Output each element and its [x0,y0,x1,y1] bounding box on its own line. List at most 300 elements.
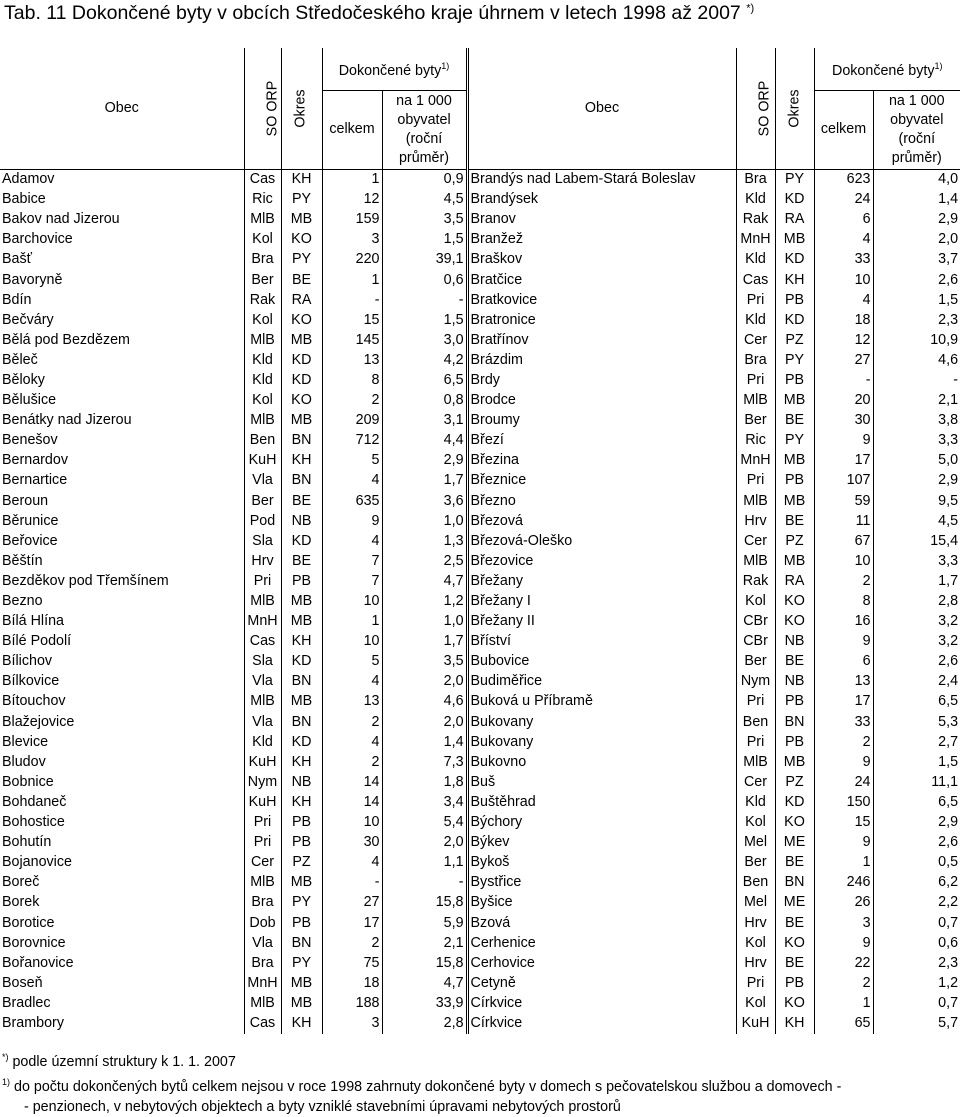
cell-right-so-orp: MlB [736,491,775,511]
cell-right-celkem: 12 [814,330,873,350]
cell-right-na1000: 2,2 [938,894,959,911]
cell-left-na1000: 6,5 [443,371,464,388]
cell-left-obec: Bernardov [0,451,244,471]
cell-right-obec: Bříství [467,632,736,652]
cell-right-obec: Církvice [467,993,736,1013]
cell-right-so-orp: MnH [736,230,775,250]
cell-right-na1000: 2,9 [938,211,959,228]
cell-right-celkem: 2 [814,732,873,752]
cell-right-so-orp: Cer [736,531,775,551]
cell-left-na1000: 1,7 [443,472,464,489]
cell-left-na1000: 1,7 [443,633,464,650]
data-table [0,48,960,1034]
cell-left-na1000: - [458,291,464,308]
cell-right-obec: Broumy [467,411,736,431]
table-row [0,853,960,873]
cell-left-celkem: 159 [322,210,382,230]
cell-left-obec: Adamov [0,170,244,190]
cell-right-celkem: 30 [814,411,873,431]
cell-right-celkem: 9 [814,752,873,772]
cell-right-obec: Buková u Příbramě [467,692,736,712]
table-row [0,973,960,993]
cell-left-okres: KH [281,451,322,471]
cell-left-na1000: 1,0 [443,613,464,630]
cell-right-na1000: 2,9 [938,814,959,831]
cell-left-celkem: 10 [322,591,382,611]
cell-right-na1000: 2,9 [938,472,959,489]
cell-right-so-orp: Kld [736,190,775,210]
cell-left-na1000: 7,3 [443,753,464,770]
cell-left-so-orp: MlB [244,411,281,431]
cell-left-obec: Beřovice [0,531,244,551]
cell-right-celkem: 150 [814,792,873,812]
cell-left-celkem: - [322,873,382,893]
cell-right-na1000: 2,6 [938,653,959,670]
cell-left-celkem: 4 [322,471,382,491]
cell-right-na1000: 2,3 [938,311,959,328]
cell-right-so-orp: Bra [736,350,775,370]
cell-right-na1000: 0,7 [938,914,959,931]
header-na1000: na 1 000 obyvatel (roční průměr) [396,92,452,166]
cell-right-na1000: 4,0 [938,171,959,188]
cell-left-obec: Bílkovice [0,672,244,692]
cell-right-okres: ME [775,833,814,853]
cell-left-so-orp: Pri [244,571,281,591]
cell-left-obec: Bernartice [0,471,244,491]
cell-right-na1000: 6,5 [938,693,959,710]
cell-right-celkem: 24 [814,772,873,792]
cell-right-obec: Býkev [467,833,736,853]
cell-left-obec: Běštín [0,551,244,571]
cell-right-so-orp: Ber [736,411,775,431]
cell-left-na1000: 1,8 [443,773,464,790]
cell-right-na1000: 3,2 [938,613,959,630]
cell-left-na1000: 1,4 [443,733,464,750]
cell-left-na1000: 4,7 [443,572,464,589]
cell-left-obec: Bílé Podolí [0,632,244,652]
cell-left-celkem: 7 [322,571,382,591]
cell-left-so-orp: Rak [244,290,281,310]
cell-left-celkem: - [322,290,382,310]
cell-right-okres: PB [775,290,814,310]
cell-right-na1000: 3,3 [938,432,959,449]
table-row [0,531,960,551]
cell-right-so-orp: Kol [736,813,775,833]
cell-right-celkem: 67 [814,531,873,551]
cell-left-na1000: 2,5 [443,552,464,569]
cell-right-obec: Cerhenice [467,933,736,953]
cell-left-okres: MB [281,612,322,632]
cell-right-so-orp: MlB [736,551,775,571]
cell-right-na1000: 1,5 [938,753,959,770]
cell-left-na1000: 1,0 [443,512,464,529]
table-row [0,230,960,250]
cell-left-so-orp: Kld [244,732,281,752]
cell-right-obec: Břežany [467,571,736,591]
table-row [0,290,960,310]
cell-left-okres: KH [281,752,322,772]
cell-left-na1000: 33,9 [435,994,464,1011]
cell-left-obec: Bludov [0,752,244,772]
cell-left-so-orp: MnH [244,612,281,632]
cell-right-okres: PB [775,692,814,712]
cell-right-obec: Bratronice [467,310,736,330]
cell-right-okres: BE [775,411,814,431]
table-row [0,391,960,411]
cell-right-celkem: 9 [814,933,873,953]
cell-right-na1000: 3,8 [938,412,959,429]
footnote-2-cont: - penzionech, v nebytových objektech a byty vzniklé stavebními úpravami nebytových prostorů [24,1098,621,1115]
cell-right-so-orp: Kld [736,250,775,270]
header-so-orp: SO ORP [244,48,281,169]
table-row [0,370,960,390]
cell-right-okres: MB [775,451,814,471]
table-row [0,612,960,632]
cell-left-okres: KD [281,350,322,370]
cell-right-celkem: 59 [814,491,873,511]
cell-right-na1000: 1,2 [938,974,959,991]
table-row [0,913,960,933]
cell-left-so-orp: Dob [244,913,281,933]
cell-left-celkem: 13 [322,350,382,370]
cell-left-okres: PY [281,190,322,210]
cell-right-celkem: 246 [814,873,873,893]
cell-left-celkem: 4 [322,732,382,752]
cell-right-okres: BE [775,652,814,672]
cell-left-celkem: 14 [322,792,382,812]
cell-left-okres: BN [281,712,322,732]
cell-right-so-orp: Hrv [736,913,775,933]
cell-left-na1000: 4,5 [443,191,464,208]
cell-right-obec: Brandýs nad Labem-Stará Boleslav [467,170,736,190]
cell-left-so-orp: Kol [244,230,281,250]
cell-left-celkem: 635 [322,491,382,511]
cell-right-so-orp: Pri [736,370,775,390]
cell-left-okres: KD [281,732,322,752]
header-dokoncene-2: Dokončené byty$^{1)}$ [814,48,960,90]
cell-right-so-orp: MlB [736,752,775,772]
cell-left-so-orp: Kld [244,370,281,390]
cell-right-obec: Břežany I [467,591,736,611]
cell-right-so-orp: Ric [736,431,775,451]
table-row [0,833,960,853]
cell-right-so-orp: Bra [736,170,775,190]
cell-right-celkem: 16 [814,612,873,632]
cell-right-obec: Býchory [467,813,736,833]
cell-left-na1000: 39,1 [435,251,464,268]
cell-right-so-orp: Hrv [736,953,775,973]
cell-left-celkem: 15 [322,310,382,330]
cell-right-so-orp: Cer [736,772,775,792]
cell-left-na1000: 2,8 [443,1014,464,1031]
table-row [0,652,960,672]
header-obec-2: Obec [467,48,736,169]
header-row-1 [0,48,960,90]
cell-left-obec: Bečváry [0,310,244,330]
cell-left-celkem: 17 [322,913,382,933]
cell-left-okres: MB [281,330,322,350]
cell-left-celkem: 3 [322,1013,382,1033]
cell-left-okres: BE [281,270,322,290]
cell-left-okres: BN [281,672,322,692]
cell-right-obec: Budiměřice [467,672,736,692]
cell-right-so-orp: Cer [736,330,775,350]
cell-left-okres: PY [281,893,322,913]
cell-left-celkem: 18 [322,973,382,993]
cell-right-celkem: 2 [814,571,873,591]
cell-right-obec: Církvice [467,1013,736,1033]
table-row [0,933,960,953]
cell-right-na1000: 3,7 [938,251,959,268]
cell-right-obec: Branžež [467,230,736,250]
cell-left-na1000: 4,6 [443,693,464,710]
cell-left-na1000: 5,9 [443,914,464,931]
cell-right-obec: Brandýsek [467,190,736,210]
cell-right-na1000: 3,2 [938,633,959,650]
cell-left-celkem: 9 [322,511,382,531]
cell-left-obec: Beroun [0,491,244,511]
cell-left-na1000: 4,7 [443,974,464,991]
cell-left-so-orp: Pod [244,511,281,531]
cell-right-na1000: 2,3 [938,954,959,971]
cell-left-so-orp: Ben [244,431,281,451]
cell-right-okres: BE [775,953,814,973]
cell-left-celkem: 2 [322,933,382,953]
cell-right-obec: Bystřice [467,873,736,893]
header-so-orp-2: SO ORP [736,48,775,169]
cell-right-so-orp: CBr [736,632,775,652]
cell-left-okres: MB [281,873,322,893]
cell-right-so-orp: Pri [736,973,775,993]
cell-right-na1000: 15,4 [930,532,959,549]
cell-right-celkem: 26 [814,893,873,913]
cell-left-celkem: 27 [322,893,382,913]
cell-right-okres: KO [775,993,814,1013]
cell-left-okres: PB [281,833,322,853]
cell-left-celkem: 10 [322,813,382,833]
cell-right-so-orp: Kol [736,933,775,953]
cell-left-okres: RA [281,290,322,310]
cell-left-so-orp: MlB [244,330,281,350]
table-row [0,350,960,370]
cell-left-obec: Borek [0,893,244,913]
cell-right-so-orp: Rak [736,571,775,591]
table-row [0,270,960,290]
cell-right-obec: Branov [467,210,736,230]
cell-left-so-orp: Sla [244,652,281,672]
header-na1000-2: na 1 000 obyvatel (roční průměr) [888,92,945,166]
cell-left-celkem: 4 [322,531,382,551]
cell-left-obec: Bezno [0,591,244,611]
cell-left-celkem: 8 [322,370,382,390]
cell-left-obec: Bělá pod Bezdězem [0,330,244,350]
cell-right-celkem: 1 [814,853,873,873]
cell-right-okres: BE [775,853,814,873]
cell-right-okres: RA [775,210,814,230]
cell-right-okres: KO [775,612,814,632]
cell-left-okres: BE [281,551,322,571]
cell-right-obec: Březová [467,511,736,531]
cell-right-na1000: 0,7 [938,994,959,1011]
cell-right-na1000: 6,5 [938,793,959,810]
cell-right-obec: Březno [467,491,736,511]
cell-right-na1000: 1,7 [938,572,959,589]
cell-right-na1000: 2,4 [938,673,959,690]
cell-right-na1000: 4,5 [938,512,959,529]
cell-right-celkem: 623 [814,170,873,190]
cell-left-celkem: 1 [322,612,382,632]
cell-right-na1000: - [953,371,959,388]
cell-right-celkem: 9 [814,431,873,451]
table-row [0,692,960,712]
cell-right-okres: MB [775,752,814,772]
cell-left-so-orp: MlB [244,210,281,230]
cell-right-okres: BN [775,712,814,732]
table-row [0,210,960,230]
header-okres-2: Okres [775,48,814,169]
cell-right-so-orp: Hrv [736,511,775,531]
cell-right-celkem: 13 [814,672,873,692]
cell-left-okres: BN [281,431,322,451]
cell-right-okres: PB [775,732,814,752]
cell-right-so-orp: Mel [736,833,775,853]
cell-left-na1000: 3,0 [443,331,464,348]
cell-right-obec: Bratřínov [467,330,736,350]
cell-right-celkem: 6 [814,210,873,230]
table-row [0,752,960,772]
table-body [0,170,960,1034]
cell-right-celkem: 15 [814,813,873,833]
cell-right-celkem: 24 [814,190,873,210]
cell-right-so-orp: KuH [736,1013,775,1033]
cell-right-celkem: 27 [814,350,873,370]
cell-left-so-orp: Cas [244,1013,281,1033]
cell-right-okres: PB [775,370,814,390]
table-row [0,451,960,471]
table-row [0,632,960,652]
cell-left-obec: Bítouchov [0,692,244,712]
cell-right-so-orp: MnH [736,451,775,471]
header-dokoncene: Dokončené byty$^{1)}$ [322,48,467,90]
cell-left-so-orp: Ber [244,270,281,290]
cell-left-okres: MB [281,591,322,611]
cell-left-na1000: 5,4 [443,814,464,831]
cell-left-obec: Babice [0,190,244,210]
cell-right-so-orp: MlB [736,391,775,411]
cell-left-celkem: 1 [322,270,382,290]
cell-left-obec: Bojanovice [0,853,244,873]
cell-right-okres: MB [775,230,814,250]
cell-right-so-orp: Kld [736,792,775,812]
cell-left-okres: PY [281,250,322,270]
cell-left-so-orp: Vla [244,471,281,491]
cell-right-celkem: 33 [814,712,873,732]
cell-left-celkem: 5 [322,652,382,672]
cell-right-okres: ME [775,893,814,913]
cell-right-okres: MB [775,491,814,511]
cell-left-na1000: 3,4 [443,793,464,810]
cell-left-so-orp: Vla [244,712,281,732]
cell-right-okres: KO [775,813,814,833]
table-row [0,813,960,833]
cell-right-celkem: 4 [814,290,873,310]
cell-right-okres: PY [775,431,814,451]
cell-right-na1000: 0,5 [938,854,959,871]
table-row [0,772,960,792]
cell-right-obec: Buš [467,772,736,792]
table-row [0,330,960,350]
cell-left-na1000: 15,8 [435,894,464,911]
cell-left-celkem: 13 [322,692,382,712]
cell-left-obec: Borotice [0,913,244,933]
cell-left-so-orp: Ber [244,491,281,511]
cell-left-na1000: 4,2 [443,351,464,368]
cell-left-okres: MB [281,210,322,230]
cell-left-celkem: 30 [322,833,382,853]
cell-right-okres: PB [775,471,814,491]
cell-left-celkem: 2 [322,752,382,772]
cell-right-na1000: 1,5 [938,291,959,308]
cell-left-so-orp: Sla [244,531,281,551]
cell-left-obec: Bořanovice [0,953,244,973]
cell-left-na1000: 2,0 [443,713,464,730]
cell-left-celkem: 2 [322,712,382,732]
cell-right-obec: Březina [467,451,736,471]
cell-right-so-orp: Kol [736,993,775,1013]
cell-left-na1000: 1,2 [443,593,464,610]
table-row [0,310,960,330]
cell-right-okres: NB [775,632,814,652]
footnote-2: $^{1)}$ do počtu dokončených bytů celkem nejsou v roce 1998 zahrnuty dokončené byty v domech s pečovatelskou službou a domovech - [2,1076,842,1095]
cell-right-so-orp: Ben [736,712,775,732]
cell-left-so-orp: Ric [244,190,281,210]
cell-right-okres: PY [775,170,814,190]
cell-left-obec: Boreč [0,873,244,893]
cell-right-obec: Bratčice [467,270,736,290]
cell-right-obec: Cetyně [467,973,736,993]
cell-right-na1000: 4,6 [938,351,959,368]
cell-left-obec: Běleč [0,350,244,370]
cell-right-celkem: 1 [814,993,873,1013]
cell-left-na1000: 3,6 [443,492,464,509]
cell-right-okres: KH [775,1013,814,1033]
cell-right-okres: KD [775,190,814,210]
cell-left-okres: BN [281,471,322,491]
table-row [0,672,960,692]
cell-left-obec: Běloky [0,370,244,390]
cell-left-na1000: 2,0 [443,834,464,851]
cell-right-so-orp: CBr [736,612,775,632]
cell-left-na1000: 3,1 [443,412,464,429]
cell-left-celkem: 1 [322,170,382,190]
cell-left-obec: Brambory [0,1013,244,1033]
cell-left-okres: KH [281,632,322,652]
cell-left-okres: KO [281,310,322,330]
cell-right-obec: Bukovno [467,752,736,772]
cell-left-okres: PB [281,571,322,591]
cell-right-okres: BE [775,913,814,933]
header-celkem-2: celkem [814,90,873,169]
cell-right-obec: Břežany II [467,612,736,632]
cell-right-na1000: 11,1 [931,773,959,790]
cell-right-okres: PZ [775,330,814,350]
cell-left-celkem: 3 [322,230,382,250]
cell-left-obec: Bakov nad Jizerou [0,210,244,230]
cell-left-na1000: - [458,874,464,891]
cell-right-celkem: 4 [814,230,873,250]
cell-left-na1000: 3,5 [443,211,464,228]
cell-right-celkem: 9 [814,833,873,853]
